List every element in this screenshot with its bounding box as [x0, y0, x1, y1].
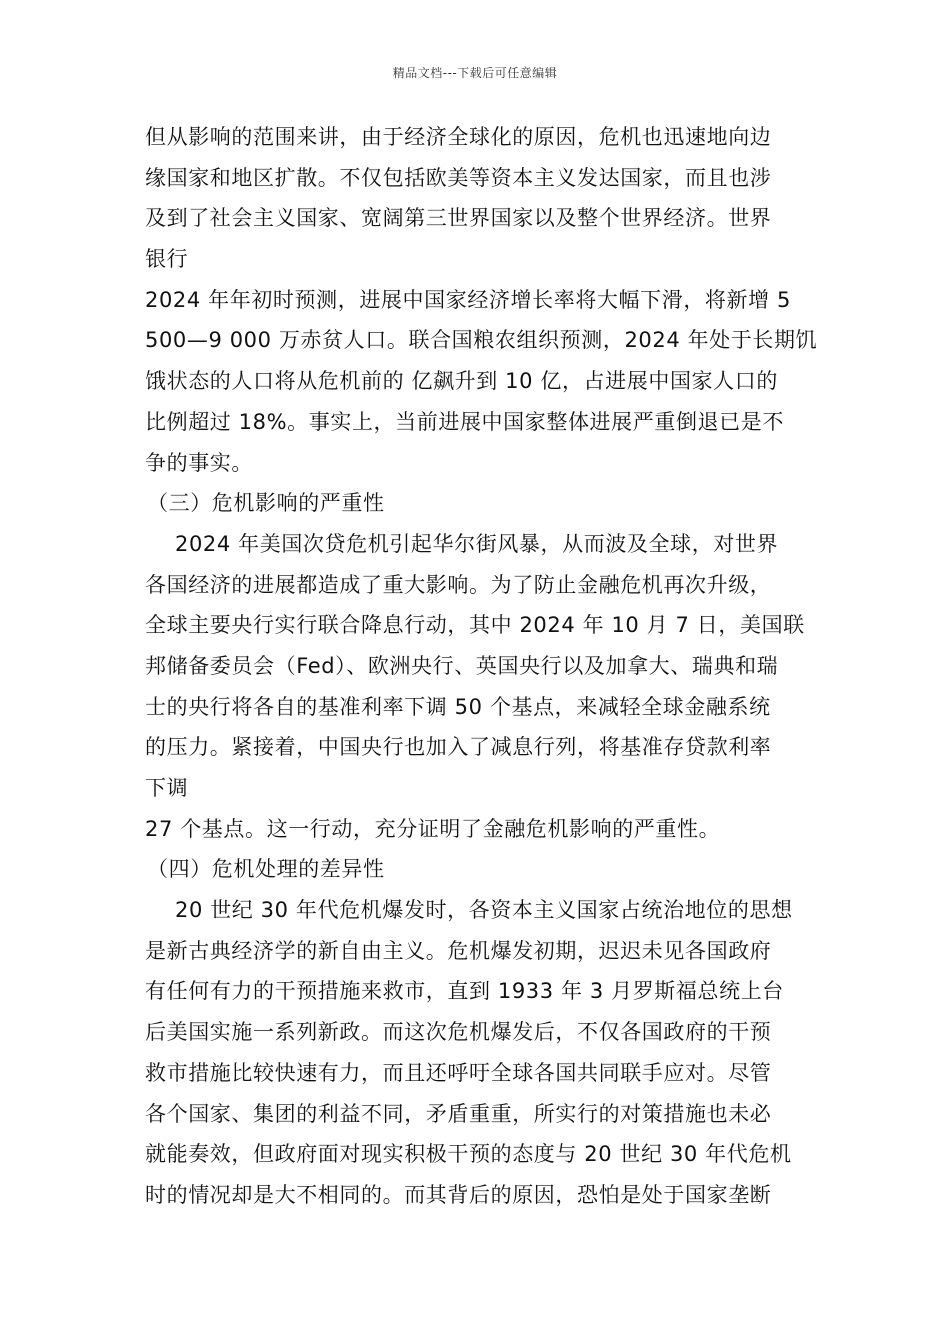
paragraph-line: 时的情况却是大不相同的。而其背后的原因，恐怕是处于国家垄断	[145, 1182, 772, 1207]
section-heading: （四）危机处理的差异性	[147, 857, 385, 882]
page-header: 精品文档---下载后可任意编辑	[392, 66, 558, 80]
paragraph-line: 银行	[145, 247, 189, 272]
paragraph-line: 的压力。紧接着，中国央行也加入了减息行列，将基准存贷款利率	[145, 735, 772, 760]
paragraph-line: 各国经济的进展都造成了重大影响。为了防止金融危机再次升级，	[145, 572, 772, 597]
paragraph-line: 下调	[145, 776, 189, 800]
paragraph-line: 比例超过 18%。事实上，当前进展中国家整体进展严重倒退已是不	[145, 409, 784, 434]
paragraph-line: 就能奏效，但政府面对现实积极干预的态度与 20 世纪 30 年代危机	[145, 1142, 792, 1167]
paragraph-line: 争的事实。	[145, 450, 253, 475]
paragraph-line: 救市措施比较快速有力，而且还呼吁全球各国共同联手应对。尽管	[145, 1060, 772, 1085]
paragraph-line: 20 世纪 30 年代危机爆发时，各资本主义国家占统治地位的思想	[175, 898, 793, 923]
section-heading: （三）危机影响的严重性	[147, 491, 385, 516]
paragraph-line: 饿状态的人口将从危机前的 亿飙升到 10 亿，占进展中国家人口的	[145, 369, 778, 394]
paragraph-line: 邦储备委员会（Fed）、欧洲央行、英国央行以及加拿大、瑞典和瑞	[145, 653, 779, 678]
paragraph-line: 后美国实施一系列新政。而这次危机爆发后，不仅各国政府的干预	[145, 1020, 772, 1045]
paragraph-line: 2024 年美国次贷危机引起华尔街风暴，从而波及全球，对世界	[175, 531, 779, 556]
paragraph-line: 士的央行将各自的基准利率下调 50 个基点，来减轻全球金融系统	[145, 694, 771, 719]
paragraph-line: 各个国家、集团的利益不同，矛盾重重，所实行的对策措施也未必	[145, 1101, 772, 1126]
paragraph-line: 但从影响的范围来讲，由于经济全球化的原因，危机也迅速地向边	[145, 125, 772, 149]
paragraph-line: 缘国家和地区扩散。不仅包括欧美等资本主义发达国家，而且也涉	[145, 165, 772, 190]
paragraph-line: 及到了社会主义国家、宽阔第三世界国家以及整个世界经济。世界	[145, 206, 772, 231]
paragraph-line: 全球主要央行实行联合降息行动，其中 2024 年 10 月 7 日，美国联	[145, 613, 805, 638]
document-body	[145, 117, 818, 1216]
paragraph-line: 2024 年年初时预测，进展中国家经济增长率将大幅下滑，将新增 5	[145, 287, 791, 312]
paragraph-line: 27 个基点。这一行动，充分证明了金融危机影响的严重性。	[145, 816, 721, 841]
paragraph-line: 是新古典经济学的新自由主义。危机爆发初期，迟迟未见各国政府	[145, 938, 772, 963]
paragraph-line: 有任何有力的干预措施来救市，直到 1933 年 3 月罗斯福总统上台	[145, 979, 784, 1004]
paragraph-line: 500—9 000 万赤贫人口。联合国粮农组织预测，2024 年处于长期饥	[145, 328, 818, 353]
